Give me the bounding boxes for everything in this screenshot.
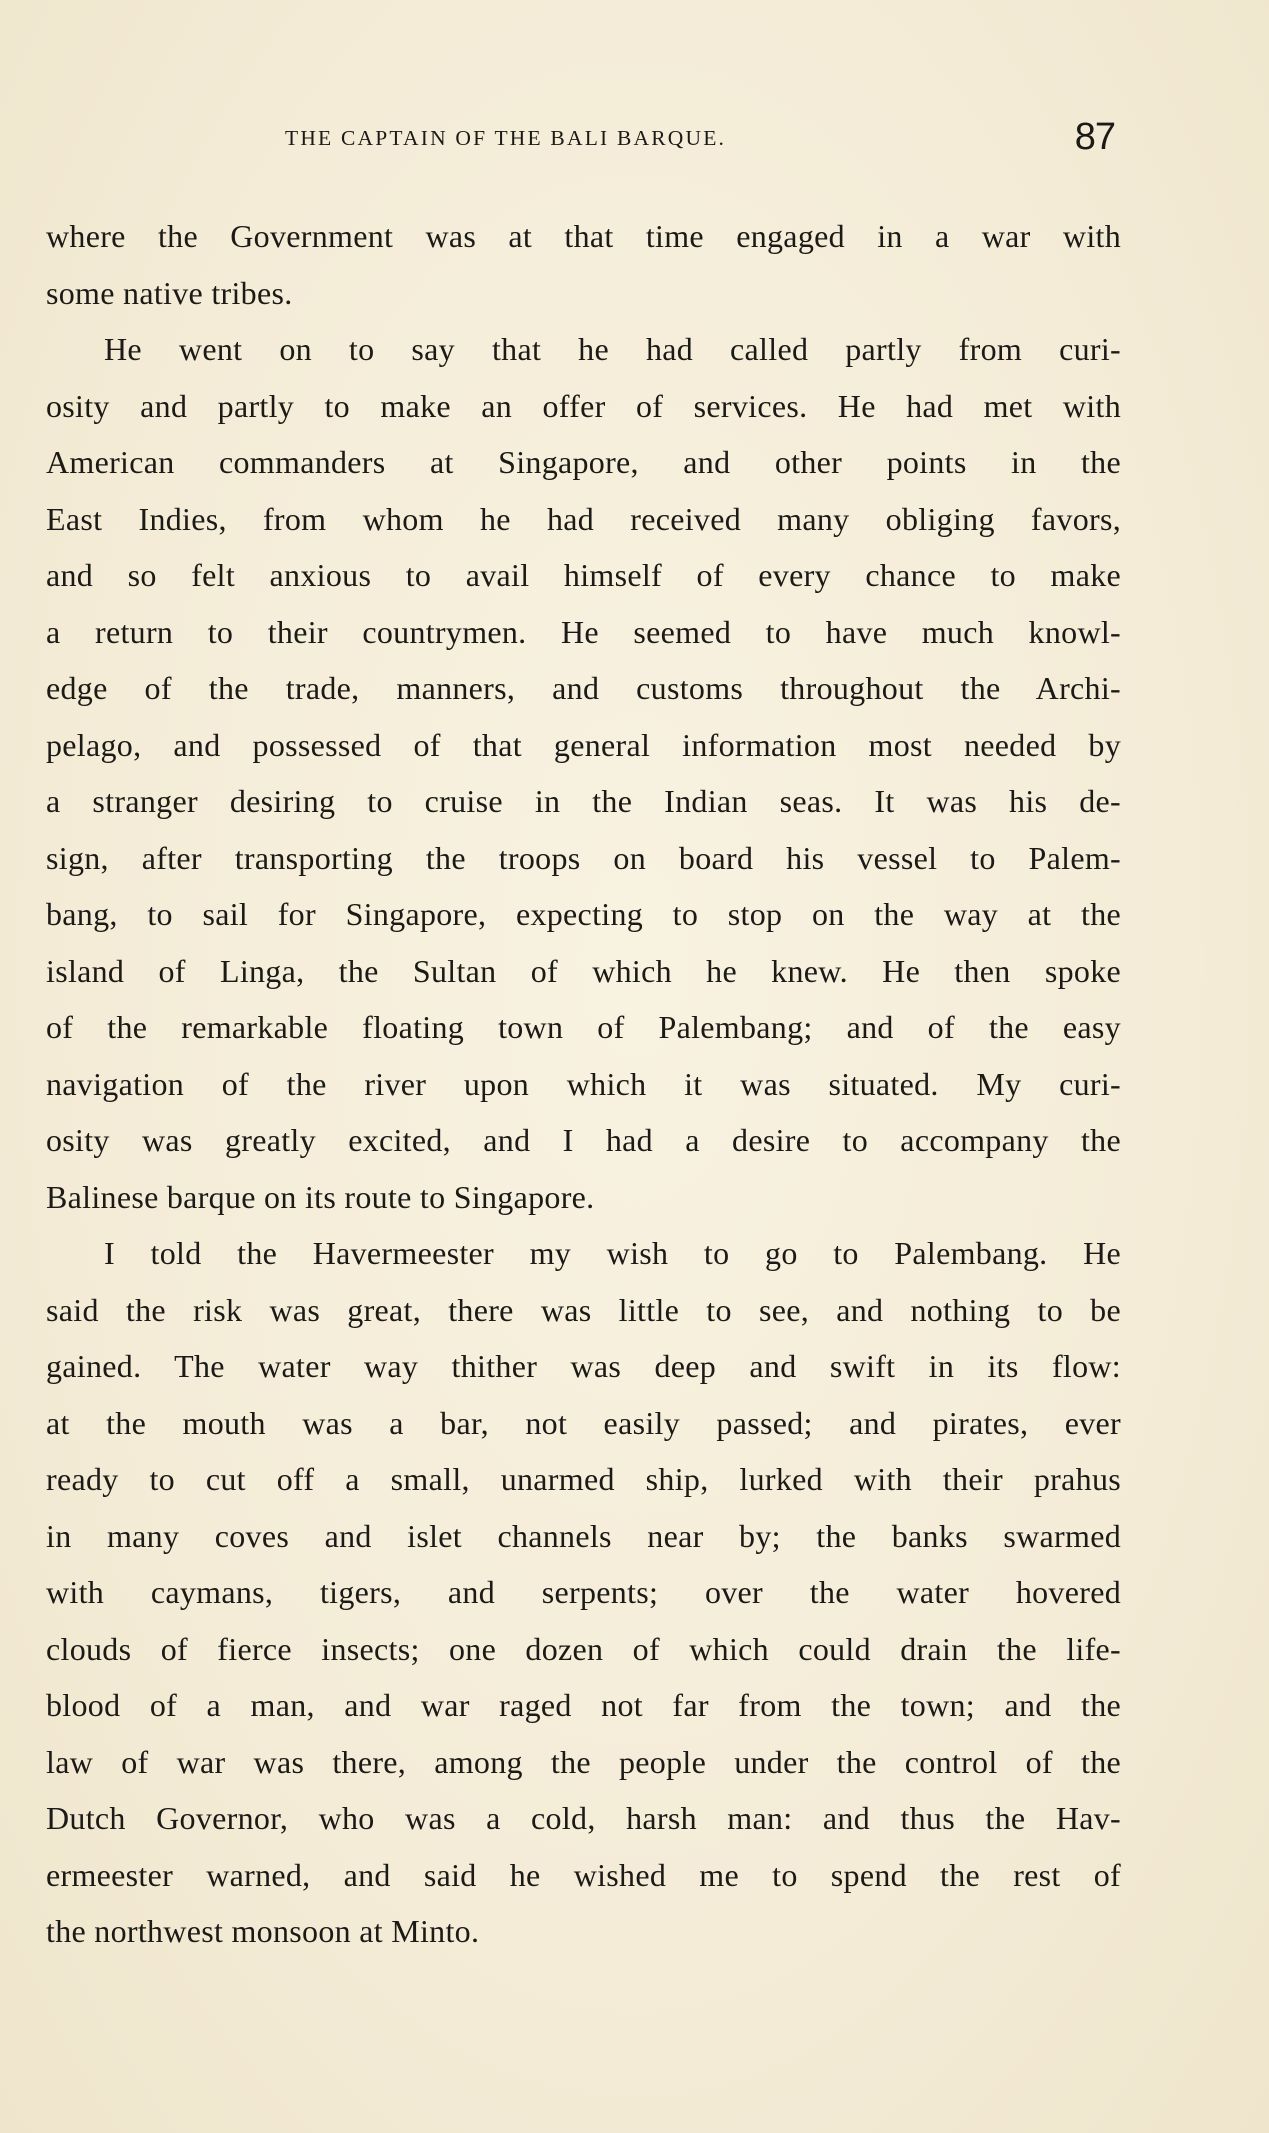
text-line: some native tribes. <box>46 274 293 311</box>
text-line: in many coves and islet channels near by; the banks swarmed <box>46 1517 1121 1554</box>
text-line: blood of a man, and war raged not far from the town; and the <box>46 1687 1121 1723</box>
text-line: He went on to say that he had called partly from curi- <box>104 331 1121 367</box>
text-line: osity was greatly excited, and I had a desire to accompany the <box>46 1122 1121 1158</box>
text-line: Balinese barque on its route to Singapore. <box>46 1178 595 1215</box>
text-line: pelago, and possessed of that general information most needed by <box>46 726 1121 763</box>
text-line: I told the Havermeester my wish to go to Palembang. He <box>104 1235 1121 1271</box>
text-line: at the mouth was a bar, not easily passed; and pirates, ever <box>46 1404 1121 1441</box>
text-line: navigation of the river upon which it was situated. My curi- <box>46 1065 1121 1102</box>
text-line: edge of the trade, manners, and customs throughout the Archi- <box>46 670 1121 706</box>
running-header <box>285 116 1115 162</box>
text-line: a stranger desiring to cruise in the Indian seas. It was his de- <box>46 783 1121 819</box>
text-line: ready to cut off a small, unarmed ship, lurked with their prahus <box>46 1461 1121 1497</box>
text-line: Dutch Governor, who was a cold, harsh man: and thus the Hav- <box>46 1800 1121 1836</box>
text-line: where the Government was at that time engaged in a war with <box>46 218 1121 254</box>
text-line: East Indies, from whom he had received many obliging favors, <box>46 500 1121 537</box>
text-line: American commanders at Singapore, and other points in the <box>46 444 1121 480</box>
text-line: and so felt anxious to avail himself of every chance to make <box>46 557 1121 593</box>
text-line: clouds of fierce insects; one dozen of which could drain the life- <box>46 1630 1121 1667</box>
body-text <box>46 208 1121 1960</box>
text-line: gained. The water way thither was deep and swift in its flow: <box>46 1348 1121 1384</box>
text-line: sign, after transporting the troops on board his vessel to Palem- <box>46 839 1121 876</box>
text-line: osity and partly to make an offer of services. He had met with <box>46 387 1121 424</box>
text-line: a return to their countrymen. He seemed to have much knowl- <box>46 613 1121 650</box>
text-line: the northwest monsoon at Minto. <box>46 1913 480 1949</box>
text-line: said the risk was great, there was little to see, and nothing to be <box>46 1291 1121 1328</box>
running-title: THE CAPTAIN OF THE BALI BARQUE. <box>285 126 727 150</box>
text-line: ermeester warned, and said he wished me to spend the rest of <box>46 1856 1121 1893</box>
text-line: island of Linga, the Sultan of which he knew. He then spoke <box>46 952 1121 989</box>
text-line: of the remarkable floating town of Palembang; and of the easy <box>46 1009 1121 1045</box>
text-line: bang, to sail for Singapore, expecting to stop on the way at the <box>46 896 1121 932</box>
text-line: law of war was there, among the people under the control of the <box>46 1743 1121 1780</box>
page-number: 87 <box>1074 116 1115 158</box>
text-line: with caymans, tigers, and serpents; over the water hovered <box>46 1574 1121 1610</box>
